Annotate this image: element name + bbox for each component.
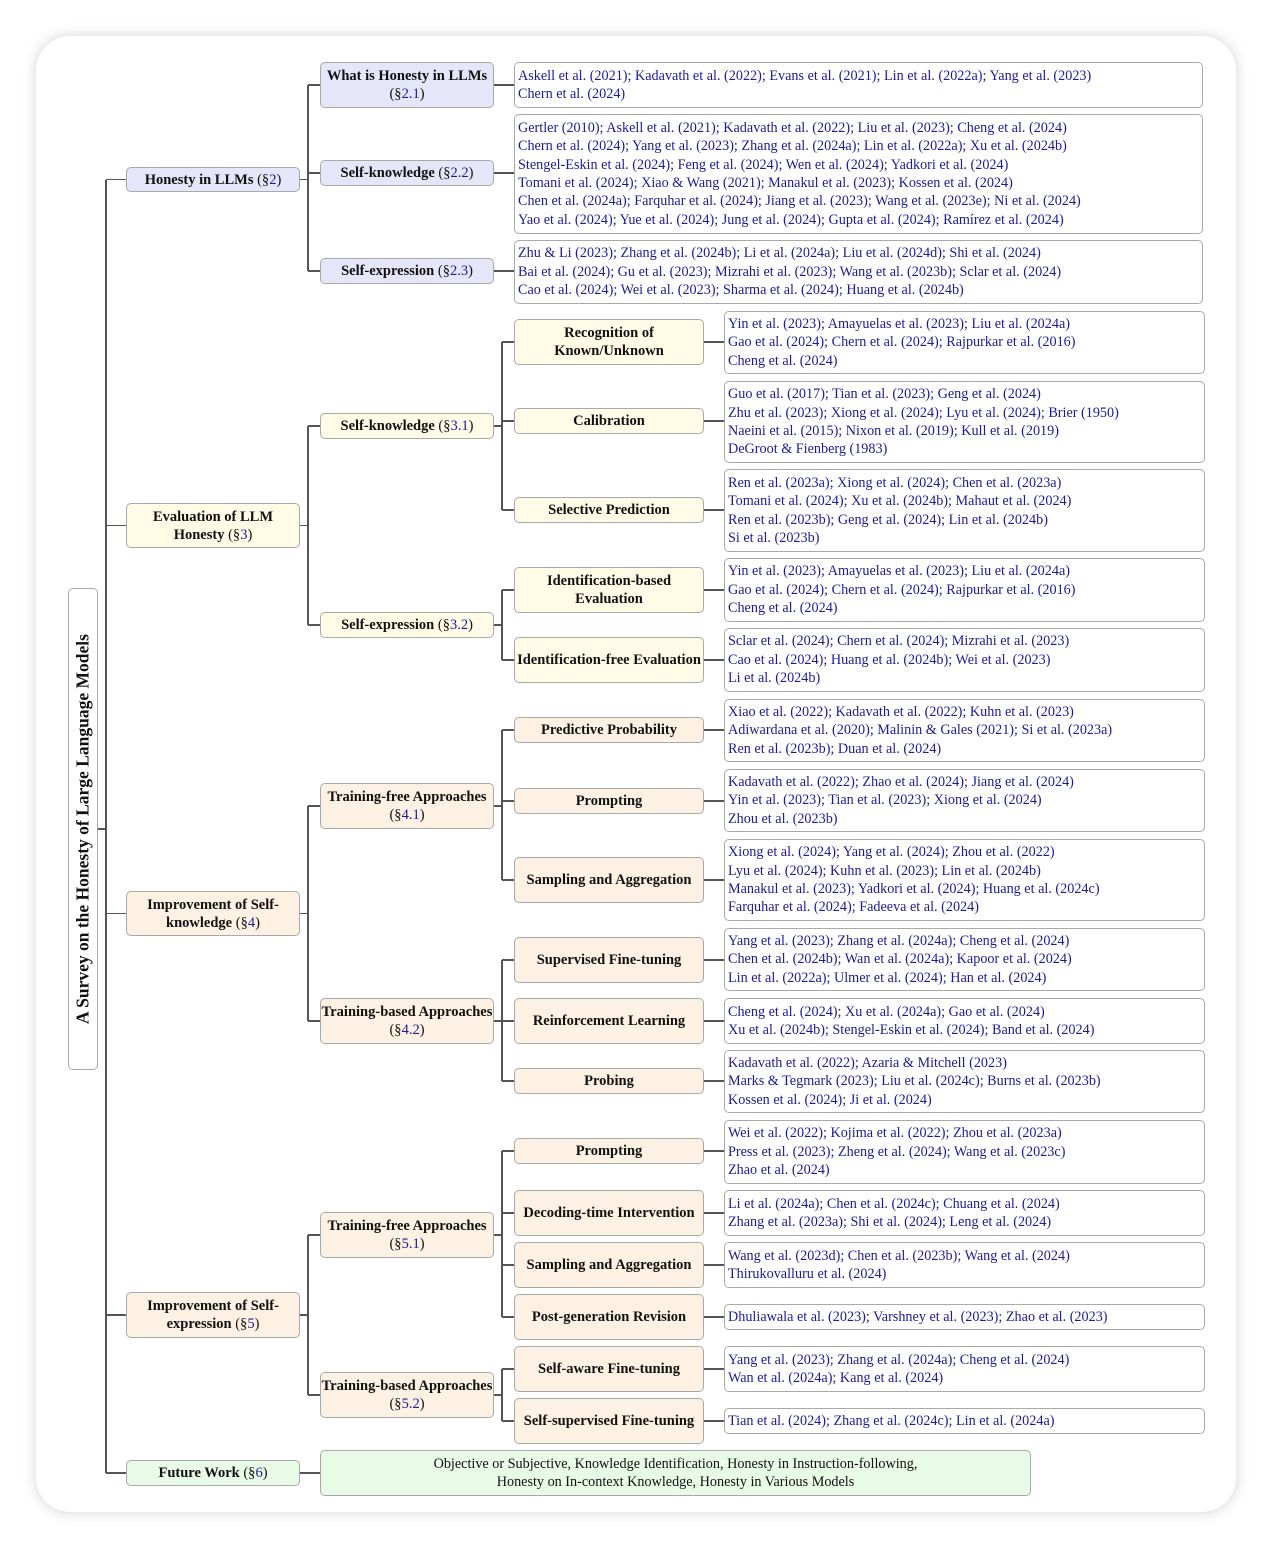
node-label: Recognition of Known/Unknown: [554, 325, 664, 359]
citation-list: [724, 839, 1205, 921]
citation-line[interactable]: Stengel-Eskin et al. (2024); Feng et al. (2024); Wen et al. (2024); Yadkori et al. (2024): [518, 156, 1009, 173]
node-reinforcement-learning: [514, 998, 704, 1044]
citation-list: [514, 240, 1203, 304]
node-identification-free-evaluation: [514, 637, 704, 683]
citation-line[interactable]: Cheng et al. (2024): [728, 352, 838, 369]
node-future-work: [126, 1460, 300, 1486]
connector-line: [494, 270, 514, 271]
future-work-topics: [320, 1450, 1031, 1496]
node-label: Honesty in LLMs: [144, 171, 254, 188]
citation-line[interactable]: Ren et al. (2023a); Xiong et al. (2024); Chen et al. (2023a): [728, 474, 1062, 491]
citation-line[interactable]: Kossen et al. (2024); Ji et al. (2024): [728, 1091, 932, 1108]
citation-line[interactable]: Gao et al. (2024); Chern et al. (2024); Rajpurkar et al. (2016): [728, 334, 1076, 351]
node-label: Post-generation Revision: [531, 1309, 687, 1325]
section-ref[interactable]: (§ 4.1 ): [389, 807, 424, 823]
citation-list: [724, 1304, 1205, 1330]
connector-line: [502, 1368, 514, 1369]
connector-line: [501, 1369, 502, 1421]
citation-line[interactable]: Guo et al. (2017); Tian et al. (2023); Geng et al. (2024): [728, 386, 1041, 403]
citation-line[interactable]: Li et al. (2024a); Chen et al. (2024c); Chuang et al. (2024): [728, 1195, 1060, 1212]
citation-list: [724, 769, 1205, 832]
node-label: Self-knowledge: [340, 165, 435, 181]
node-decoding-time-intervention: [514, 1190, 704, 1236]
node-self-expression: [320, 612, 494, 638]
citation-line[interactable]: Tomani et al. (2024); Xu et al. (2024b); Mahaut et al. (2024): [728, 493, 1072, 510]
connector-line: [502, 589, 514, 590]
citation-line[interactable]: Gertler (2010); Askell et al. (2021); Kadavath et al. (2022); Liu et al. (2023); Cheng et al. (2024): [518, 119, 1067, 136]
connector-line: [502, 729, 514, 730]
connector-line: [704, 1420, 724, 1421]
citation-list: [724, 928, 1205, 991]
section-ref[interactable]: (§ 3 ): [228, 527, 252, 543]
citation-line[interactable]: Wang et al. (2023d); Chen et al. (2023b); Wang et al. (2024): [728, 1247, 1070, 1264]
citation-list: [724, 1050, 1205, 1113]
node-label: Decoding-time Intervention: [523, 1205, 695, 1221]
citation-line[interactable]: Xiong et al. (2024); Yang et al. (2024); Zhou et al. (2022): [728, 844, 1055, 861]
citation-line[interactable]: Gao et al. (2024); Chern et al. (2024); Rajpurkar et al. (2016): [728, 581, 1076, 598]
citation-line[interactable]: Kadavath et al. (2022); Zhao et al. (2024); Jiang et al. (2024): [728, 773, 1074, 790]
section-ref[interactable]: (§ 6 ): [243, 1465, 267, 1481]
citation-list: [724, 1242, 1205, 1288]
node-label: Prompting: [575, 1143, 643, 1159]
connector-line: [502, 1420, 514, 1421]
citation-line[interactable]: Lyu et al. (2024); Kuhn et al. (2023); Lin et al. (2024b): [728, 862, 1041, 879]
citation-line[interactable]: Yin et al. (2023); Amayuelas et al. (2023); Liu et al. (2024a): [728, 563, 1070, 580]
connector-line: [494, 84, 514, 85]
node-label: Future Work: [158, 1465, 240, 1481]
connector-line: [494, 172, 514, 173]
connector-line: [704, 729, 724, 730]
citation-line[interactable]: Ren et al. (2023b); Geng et al. (2024); Lin et al. (2024b): [728, 511, 1048, 528]
citation-line[interactable]: Press et al. (2023); Zheng et al. (2024); Wang et al. (2023c): [728, 1143, 1066, 1160]
node-label: Self-supervised Fine-tuning: [523, 1413, 695, 1429]
citation-line[interactable]: Thirukovalluru et al. (2024): [728, 1266, 887, 1282]
citation-line[interactable]: Chern et al. (2024): [518, 86, 626, 102]
node-label: Training-based Approaches: [321, 1004, 493, 1020]
node-selective-prediction: [514, 497, 704, 523]
connector-line: [502, 659, 514, 660]
node-label: Training-based Approaches: [321, 1378, 493, 1394]
citation-line[interactable]: Zhao et al. (2024): [728, 1162, 830, 1179]
section-ref[interactable]: (§ 4.2 ): [389, 1022, 424, 1038]
section-ref[interactable]: (§ 3.2 ): [438, 617, 473, 633]
citation-line[interactable]: Cheng et al. (2024); Xu et al. (2024a); Gao et al. (2024): [728, 1003, 1045, 1020]
citation-line[interactable]: Chen et al. (2024a); Farquhar et al. (2024); Jiang et al. (2023); Wang et al. (2023e); Ni et al. (2024): [518, 193, 1081, 210]
node-identification-based-evaluation: [514, 567, 704, 613]
citation-line[interactable]: Ren et al. (2023b); Duan et al. (2024): [728, 740, 942, 757]
node-improvement-of-self-expression: [126, 1292, 300, 1338]
connector-line: [106, 179, 126, 180]
connector-line: [502, 420, 514, 421]
connector-line: [502, 341, 514, 342]
connector-line: [704, 1264, 724, 1265]
node-label: Self-expression: [341, 263, 435, 279]
citation-line[interactable]: Cao et al. (2024); Huang et al. (2024b); Wei et al. (2023): [728, 651, 1051, 668]
citation-line[interactable]: Tomani et al. (2024); Xiao & Wang (2021); Manakul et al. (2023); Kossen et al. (2024): [518, 175, 1013, 191]
citation-list: [724, 381, 1205, 463]
citation-list: [514, 62, 1203, 108]
section-ref[interactable]: (§ 2 ): [257, 172, 281, 188]
citation-list: [724, 628, 1205, 692]
connector-line: [704, 509, 724, 510]
citation-list: [514, 114, 1203, 234]
node-training-based-approaches: [320, 1372, 494, 1418]
connector-line: [308, 172, 320, 173]
section-ref[interactable]: (§ 2.3 ): [438, 263, 473, 279]
connector-line: [308, 425, 320, 426]
connector-line: [502, 1020, 514, 1021]
node-probing: [514, 1068, 704, 1094]
connector-line: [502, 1212, 514, 1213]
node-prompting: [514, 1138, 704, 1164]
citation-line[interactable]: Yang et al. (2023); Zhang et al. (2024a); Cheng et al. (2024): [728, 932, 1070, 949]
citation-list: [724, 311, 1205, 374]
node-self-expression: [320, 258, 494, 284]
node-label: Improvement of Self-knowledge: [147, 896, 279, 931]
node-supervised-fine-tuning: [514, 937, 704, 983]
citation-list: [724, 1120, 1205, 1184]
connector-line: [502, 800, 514, 801]
citation-line[interactable]: DeGroot & Fienberg (1983): [728, 441, 888, 458]
citation-line[interactable]: Kadavath et al. (2022); Azaria & Mitchell (2023): [728, 1054, 1007, 1071]
citation-line[interactable]: Naeini et al. (2015); Nixon et al. (2019); Kull et al. (2019): [728, 423, 1059, 439]
citation-line[interactable]: Chern et al. (2024); Yang et al. (2023); Zhang et al. (2024a); Lin et al. (2022a); Xu et al. (2024b): [518, 138, 1067, 155]
citation-line[interactable]: Lin et al. (2022a); Ulmer et al. (2024); Han et al. (2024): [728, 969, 1047, 986]
citation-list: [724, 998, 1205, 1044]
node-evaluation-of-llm-honesty: [126, 503, 300, 548]
citation-line[interactable]: Bai et al. (2024); Gu et al. (2023); Mizrahi et al. (2023); Wang et al. (2023b); Sclar et al. (2024): [518, 263, 1062, 280]
connector-line: [501, 342, 502, 510]
connector-line: [704, 1316, 724, 1317]
node-recognition-of-known-unknown: [514, 319, 704, 365]
connector-line: [105, 180, 106, 1474]
node-predictive-probability: [514, 717, 704, 743]
citation-line[interactable]: Dhuliawala et al. (2023); Varshney et al. (2023); Zhao et al. (2023): [728, 1308, 1108, 1325]
connector-line: [704, 879, 724, 880]
node-label: Reinforcement Learning: [532, 1013, 686, 1029]
node-label: Selective Prediction: [548, 502, 670, 518]
citation-line[interactable]: Cao et al. (2024); Wei et al. (2023); Sharma et al. (2024); Huang et al. (2024b): [518, 282, 964, 299]
section-ref[interactable]: (§ 2.2 ): [438, 165, 473, 181]
section-ref[interactable]: (§ 2.1 ): [389, 86, 424, 102]
citation-line[interactable]: Cheng et al. (2024): [728, 600, 838, 617]
citation-line[interactable]: Farquhar et al. (2024); Fadeeva et al. (2024): [728, 899, 979, 916]
connector-line: [704, 341, 724, 342]
connector-line: [501, 590, 502, 660]
node-self-knowledge: [320, 413, 494, 439]
connector-line: [308, 84, 320, 85]
node-label: Predictive Probability: [541, 722, 677, 738]
citation-line[interactable]: Marks & Tegmark (2023); Liu et al. (2024c); Burns et al. (2023b): [728, 1073, 1101, 1090]
citation-line[interactable]: Wan et al. (2024a); Kang et al. (2024): [728, 1370, 944, 1386]
section-ref[interactable]: (§ 5 ): [235, 1316, 259, 1332]
citation-line[interactable]: Yin et al. (2023); Amayuelas et al. (2023); Liu et al. (2024a): [728, 315, 1070, 332]
connector-line: [308, 805, 320, 806]
citation-line[interactable]: Li et al. (2024b): [728, 670, 821, 687]
citation-line[interactable]: Xu et al. (2024b); Stengel-Eskin et al. (2024); Band et al. (2024): [728, 1022, 1095, 1038]
connector-line: [704, 959, 724, 960]
connector-line: [307, 806, 308, 1021]
node-calibration: [514, 408, 704, 434]
topic-line: Honesty on In-context Knowledge, Honesty in Various Models: [496, 1474, 855, 1490]
citation-line[interactable]: Yang et al. (2023); Zhang et al. (2024a); Cheng et al. (2024): [728, 1351, 1070, 1368]
section-ref[interactable]: (§ 3.1 ): [438, 418, 473, 434]
node-improvement-of-self-knowledge: [126, 891, 300, 936]
citation-line[interactable]: Xiao et al. (2022); Kadavath et al. (2022); Kuhn et al. (2023): [728, 703, 1074, 720]
connector-line: [704, 800, 724, 801]
connector-line: [704, 1020, 724, 1021]
section-ref[interactable]: (§ 5.2 ): [389, 1396, 424, 1412]
connector-line: [307, 426, 308, 625]
citation-line[interactable]: Si et al. (2023b): [728, 529, 820, 546]
connector-line: [307, 1235, 308, 1395]
connector-line: [308, 1020, 320, 1021]
connector-line: [106, 913, 126, 914]
connector-line: [502, 509, 514, 510]
node-label: Self-aware Fine-tuning: [538, 1361, 680, 1377]
citation-line[interactable]: Sclar et al. (2024); Chern et al. (2024); Mizrahi et al. (2023): [728, 633, 1070, 650]
citation-line[interactable]: Yin et al. (2023); Tian et al. (2023); Xiong et al. (2024): [728, 792, 1042, 809]
root-title: A Survey on the Honesty of Large Language Models: [72, 634, 93, 1024]
connector-line: [704, 1080, 724, 1081]
citation-line[interactable]: Adiwardana et al. (2020); Malinin & Gales (2021); Si et al. (2023a): [728, 722, 1113, 739]
citation-list: [724, 1346, 1205, 1392]
connector-line: [106, 1472, 126, 1473]
connector-line: [308, 624, 320, 625]
node-label: Probing: [584, 1073, 634, 1089]
connector-line: [106, 525, 126, 526]
connector-line: [308, 270, 320, 271]
node-prompting: [514, 788, 704, 814]
node-label: Identification-based Evaluation: [546, 573, 672, 607]
connector-line: [704, 1150, 724, 1151]
node-training-free-approaches: [320, 1212, 494, 1258]
connector-line: [502, 1150, 514, 1151]
node-label: Self-expression: [341, 617, 435, 633]
node-training-based-approaches: [320, 998, 494, 1044]
citation-line[interactable]: Zhang et al. (2023a); Shi et al. (2024); Leng et al. (2024): [728, 1214, 1052, 1230]
connector-line: [502, 1264, 514, 1265]
node-label: Self-knowledge: [340, 418, 435, 434]
node-label: What is Honesty in LLMs: [326, 68, 488, 84]
citation-line[interactable]: Yao et al. (2024); Yue et al. (2024); Jung et al. (2024); Gupta et al. (2024); Ramírez et al. (2024): [518, 211, 1064, 228]
node-sampling-and-aggregation: [514, 1242, 704, 1288]
connector-line: [502, 879, 514, 880]
node-self-aware-fine-tuning: [514, 1346, 704, 1392]
node-label: Sampling and Aggregation: [526, 872, 692, 888]
node-label: Calibration: [573, 413, 645, 429]
connector-line: [704, 420, 724, 421]
node-label: Prompting: [575, 793, 643, 809]
section-ref[interactable]: (§ 5.1 ): [389, 1236, 424, 1252]
node-label: Evaluation of LLM Honesty: [152, 508, 274, 543]
citation-list: [724, 469, 1205, 552]
citation-list: [724, 1190, 1205, 1236]
connector-line: [501, 730, 502, 880]
connector-line: [300, 1472, 320, 1473]
connector-line: [106, 1314, 126, 1315]
section-ref[interactable]: (§ 4 ): [236, 915, 260, 931]
node-label: Sampling and Aggregation: [526, 1257, 692, 1273]
node-self-knowledge: [320, 160, 494, 186]
citation-line[interactable]: Wei et al. (2022); Kojima et al. (2022); Zhou et al. (2023a): [728, 1125, 1062, 1142]
citation-line[interactable]: Zhu & Li (2023); Zhang et al. (2024b); Li et al. (2024a); Liu et al. (2024d); Shi et al. (2024): [518, 245, 1041, 262]
topic-line: Objective or Subjective, Knowledge Identification, Honesty in Instruction-following,: [433, 1455, 918, 1472]
connector-line: [501, 1151, 502, 1317]
node-training-free-approaches: [320, 783, 494, 829]
connector-line: [308, 1234, 320, 1235]
citation-line[interactable]: Chen et al. (2024b); Wan et al. (2024a); Kapoor et al. (2024): [728, 951, 1072, 968]
connector-line: [502, 1080, 514, 1081]
citation-list: [724, 558, 1205, 622]
node-post-generation-revision: [514, 1294, 704, 1340]
citation-list: [724, 1408, 1205, 1434]
node-label: Improvement of Self-expression: [147, 1298, 279, 1332]
citation-line[interactable]: Zhu et al. (2023); Xiong et al. (2024); Lyu et al. (2024); Brier (1950): [728, 404, 1119, 421]
citation-line[interactable]: Tian et al. (2024); Zhang et al. (2024c); Lin et al. (2024a): [728, 1412, 1055, 1429]
node-sampling-and-aggregation: [514, 857, 704, 903]
node-label: Identification-free Evaluation: [517, 652, 701, 668]
citation-list: [724, 699, 1205, 762]
root-node: [68, 588, 98, 1070]
connector-line: [502, 959, 514, 960]
node-what-is-honesty-in-llms: [320, 62, 494, 108]
node-label: Supervised Fine-tuning: [536, 952, 682, 968]
node-label: Training-free Approaches: [327, 789, 487, 805]
connector-line: [704, 659, 724, 660]
connector-line: [704, 1368, 724, 1369]
citation-line[interactable]: Askell et al. (2021); Kadavath et al. (2022); Evans et al. (2021); Lin et al. (2022a); Yang et al. (2023): [518, 67, 1092, 84]
connector-line: [502, 1316, 514, 1317]
connector-line: [308, 1394, 320, 1395]
citation-line[interactable]: Manakul et al. (2023); Yadkori et al. (2024); Huang et al. (2024c): [728, 881, 1100, 897]
citation-line[interactable]: Zhou et al. (2023b): [728, 810, 838, 827]
node-label: Training-free Approaches: [327, 1218, 487, 1234]
connector-line: [307, 85, 308, 271]
connector-line: [704, 1212, 724, 1213]
node-self-supervised-fine-tuning: [514, 1398, 704, 1444]
node-honesty-in-llms: [126, 167, 300, 192]
connector-line: [704, 589, 724, 590]
